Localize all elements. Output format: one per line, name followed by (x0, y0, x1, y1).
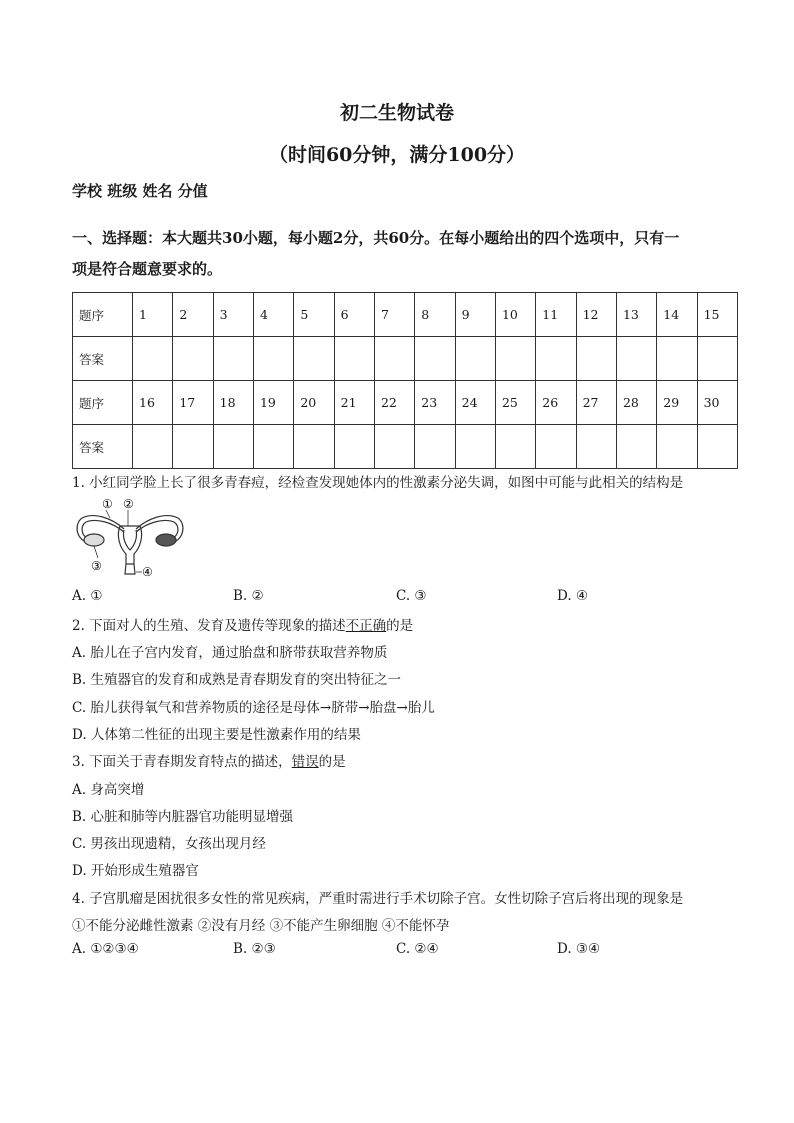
answer-cell[interactable] (334, 425, 374, 469)
answer-cell[interactable] (415, 425, 455, 469)
answer-cell[interactable] (334, 337, 374, 381)
answer-cell[interactable] (173, 337, 213, 381)
q2-stem-text: 2. 下面对人的生殖、发育及遗传等现象的描述 (72, 618, 346, 634)
table-cell: 9 (455, 293, 495, 337)
table-cell: 20 (294, 381, 334, 425)
answer-cell[interactable] (657, 337, 697, 381)
answer-cell[interactable] (374, 425, 414, 469)
table-cell: 答案 (73, 425, 133, 469)
answer-cell[interactable] (213, 425, 253, 469)
page-subtitle: （时间60分钟，满分100分） (268, 144, 526, 166)
answer-cell[interactable] (173, 425, 213, 469)
table-cell: 6 (334, 293, 374, 337)
q2-stem (72, 614, 413, 634)
table-cell: 29 (657, 381, 697, 425)
figure-label: ④ (142, 565, 153, 578)
q4-option-a[interactable]: A. ①②③④ (72, 941, 139, 957)
answer-cell[interactable] (455, 337, 495, 381)
q2-option-c[interactable]: C. 胎儿获得氧气和营养物质的途径是母体→脐带→胎盘→胎儿 (72, 700, 435, 716)
answer-cell[interactable] (536, 425, 576, 469)
table-cell: 5 (294, 293, 334, 337)
table-cell: 22 (374, 381, 414, 425)
table-cell: 25 (495, 381, 535, 425)
table-row (73, 425, 738, 469)
section-heading-line2: 项是符合题意要求的。 (72, 260, 223, 278)
answer-cell[interactable] (253, 425, 293, 469)
answer-cell[interactable] (697, 337, 737, 381)
table-cell: 10 (495, 293, 535, 337)
q1-option-d[interactable]: D. ④ (557, 588, 589, 604)
table-cell: 3 (213, 293, 253, 337)
table-cell: 28 (616, 381, 656, 425)
student-info-line: 学校 班级 姓名 分值 (72, 182, 208, 200)
left-ovary (84, 534, 104, 546)
answer-cell[interactable] (133, 425, 173, 469)
q2-option-d[interactable]: D. 人体第二性征的出现主要是性激素作用的结果 (72, 727, 361, 743)
table-cell: 16 (133, 381, 173, 425)
answer-cell[interactable] (616, 337, 656, 381)
table-cell: 15 (697, 293, 737, 337)
answer-cell[interactable] (253, 337, 293, 381)
answer-cell[interactable] (133, 337, 173, 381)
table-cell: 答案 (73, 337, 133, 381)
table-cell: 2 (173, 293, 213, 337)
q2-stem-tail: 的是 (386, 618, 414, 634)
table-cell: 30 (697, 381, 737, 425)
q2-option-a[interactable]: A. 胎儿在子宫内发育，通过胎盘和脐带获取营养物质 (72, 645, 388, 661)
answer-cell[interactable] (495, 337, 535, 381)
q4-items: ①不能分泌雌性激素 ②没有月经 ③不能产生卵细胞 ④不能怀孕 (72, 918, 450, 934)
table-cell: 11 (536, 293, 576, 337)
q3-option-d[interactable]: D. 开始形成生殖器官 (72, 863, 199, 879)
q1-option-b[interactable]: B. ② (233, 588, 264, 604)
table-cell: 题序 (73, 381, 133, 425)
answer-cell[interactable] (294, 337, 334, 381)
q2-stem-emphasis: 不正确 (345, 618, 387, 634)
uterus-body (118, 526, 141, 564)
answer-cell[interactable] (616, 425, 656, 469)
table-cell: 24 (455, 381, 495, 425)
table-cell: 19 (253, 381, 293, 425)
table-cell: 21 (334, 381, 374, 425)
answer-cell[interactable] (294, 425, 334, 469)
section-heading-line1: 一、选择题：本大题共30小题，每小题2分，共60分。在每小题给出的四个选项中，只有一 (72, 229, 680, 247)
q4-option-c[interactable]: C. ②④ (396, 941, 439, 957)
table-cell: 26 (536, 381, 576, 425)
answer-table (72, 292, 738, 469)
q3-option-a[interactable]: A. 身高突增 (72, 782, 145, 798)
q4-stem: 4. 子宫肌瘤是困扰很多女性的常见疾病，严重时需进行手术切除子宫。女性切除子宫后将出现的现象是 (72, 891, 684, 907)
q1-option-a[interactable]: A. ① (72, 588, 103, 604)
answer-cell[interactable] (455, 425, 495, 469)
table-cell: 14 (657, 293, 697, 337)
q3-stem (72, 750, 346, 770)
answer-cell[interactable] (576, 337, 616, 381)
q3-stem-tail: 的是 (318, 754, 346, 770)
figure-label: ① (102, 497, 113, 511)
table-cell: 7 (374, 293, 414, 337)
q1-stem: 1. 小红同学脸上长了很多青春痘，经检查发现她体内的性激素分泌失调，如图中可能与此相关的结构是 (72, 475, 684, 491)
answer-cell[interactable] (657, 425, 697, 469)
q1-option-c[interactable]: C. ③ (396, 588, 427, 604)
figure-label: ② (123, 497, 134, 511)
answer-cell[interactable] (536, 337, 576, 381)
answer-cell[interactable] (697, 425, 737, 469)
q4-option-d[interactable]: D. ③④ (557, 941, 601, 957)
table-cell: 1 (133, 293, 173, 337)
page-title: 初二生物试卷 (339, 102, 454, 124)
table-cell: 27 (576, 381, 616, 425)
figure-label: ③ (91, 559, 102, 573)
table-cell: 4 (253, 293, 293, 337)
table-cell: 23 (415, 381, 455, 425)
q3-stem-emphasis: 错误 (291, 754, 319, 770)
answer-cell[interactable] (495, 425, 535, 469)
table-row (73, 337, 738, 381)
table-row (73, 293, 738, 337)
vagina (125, 564, 135, 574)
uterus-diagram (72, 496, 188, 578)
table-cell: 18 (213, 381, 253, 425)
table-cell: 17 (173, 381, 213, 425)
right-ovary (156, 534, 176, 546)
table-cell: 13 (616, 293, 656, 337)
q3-option-c[interactable]: C. 男孩出现遗精，女孩出现月经 (72, 836, 266, 852)
answer-cell[interactable] (374, 337, 414, 381)
q2-option-b[interactable]: B. 生殖器官的发育和成熟是青春期发育的突出特征之一 (72, 672, 402, 688)
q4-option-b[interactable]: B. ②③ (233, 941, 276, 957)
answer-cell[interactable] (576, 425, 616, 469)
q3-stem-text: 3. 下面关于青春期发育特点的描述， (72, 754, 292, 770)
answer-cell[interactable] (213, 337, 253, 381)
table-cell: 8 (415, 293, 455, 337)
answer-cell[interactable] (415, 337, 455, 381)
q3-option-b[interactable]: B. 心脏和肺等内脏器官功能明显增强 (72, 809, 294, 825)
table-cell: 题序 (73, 293, 133, 337)
table-row (73, 381, 738, 425)
table-cell: 12 (576, 293, 616, 337)
